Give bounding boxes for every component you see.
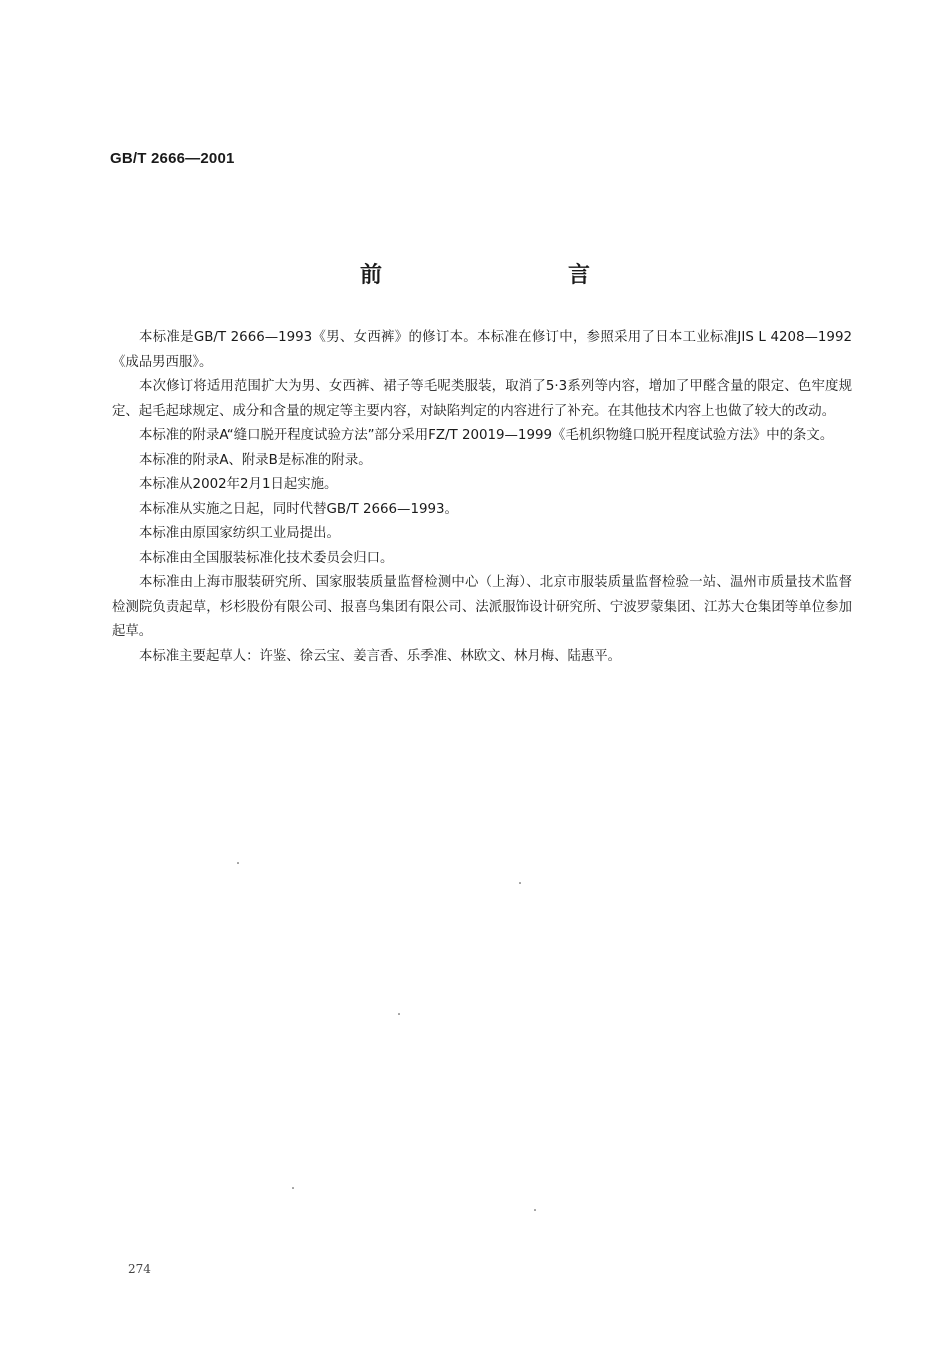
- scan-speck: [519, 882, 521, 884]
- paragraph: 本标准的附录A、附录B是标准的附录。: [139, 452, 372, 468]
- paragraph: 本标准是GB/T 2666—1993《男、女西裤》的修订本。本标准在修订中，参照采用了日本工业标准JIS L 4208—1992《成品男西服》。: [112, 330, 852, 370]
- standard-code-header: GB/T 2666—2001: [110, 150, 235, 167]
- paragraph: 本标准由全国服装标准化技术委员会归口。: [139, 550, 394, 566]
- page-number: 274: [128, 1262, 151, 1276]
- page-title: 前 言: [359, 263, 672, 288]
- paragraph: 本标准由上海市服装研究所、国家服装质量监督检测中心（上海）、北京市服装质量监督检验一站、温州市质量技术监督检测院负责起草，杉杉股份有限公司、报喜鸟集团有限公司、法派服饰设计研究所、宁波罗蒙集团、江苏大仓集团等单位参加起草。: [112, 575, 852, 639]
- document-body: [112, 326, 852, 669]
- paragraph: 本标准主要起草人：许鉴、徐云宝、姜言香、乐季准、林欧文、林月梅、陆惠平。: [139, 648, 622, 664]
- scan-speck: [534, 1209, 536, 1211]
- scan-speck: [237, 862, 239, 864]
- paragraph: 本标准的附录A“缝口脱开程度试验方法”部分采用FZ/T 20019—1999《毛机织物缝口脱开程度试验方法》中的条文。: [139, 428, 834, 443]
- paragraph: 本标准由原国家纺织工业局提出。: [139, 526, 340, 541]
- paragraph: 本标准从实施之日起，同时代替GB/T 2666—1993。: [139, 501, 458, 517]
- paragraph: 本标准从2002年2月1日起实施。: [139, 477, 338, 492]
- scan-speck: [292, 1187, 294, 1189]
- paragraph: 本次修订将适用范围扩大为男、女西裤、裙子等毛呢类服装，取消了5·3系列等内容，增加了甲醛含量的限定、色牢度规定、起毛起球规定、成分和含量的规定等主要内容，对缺陷判定的内容进行了补充。在其他技术内容上也做了较大的改动。: [112, 379, 852, 419]
- scan-speck: [398, 1013, 400, 1015]
